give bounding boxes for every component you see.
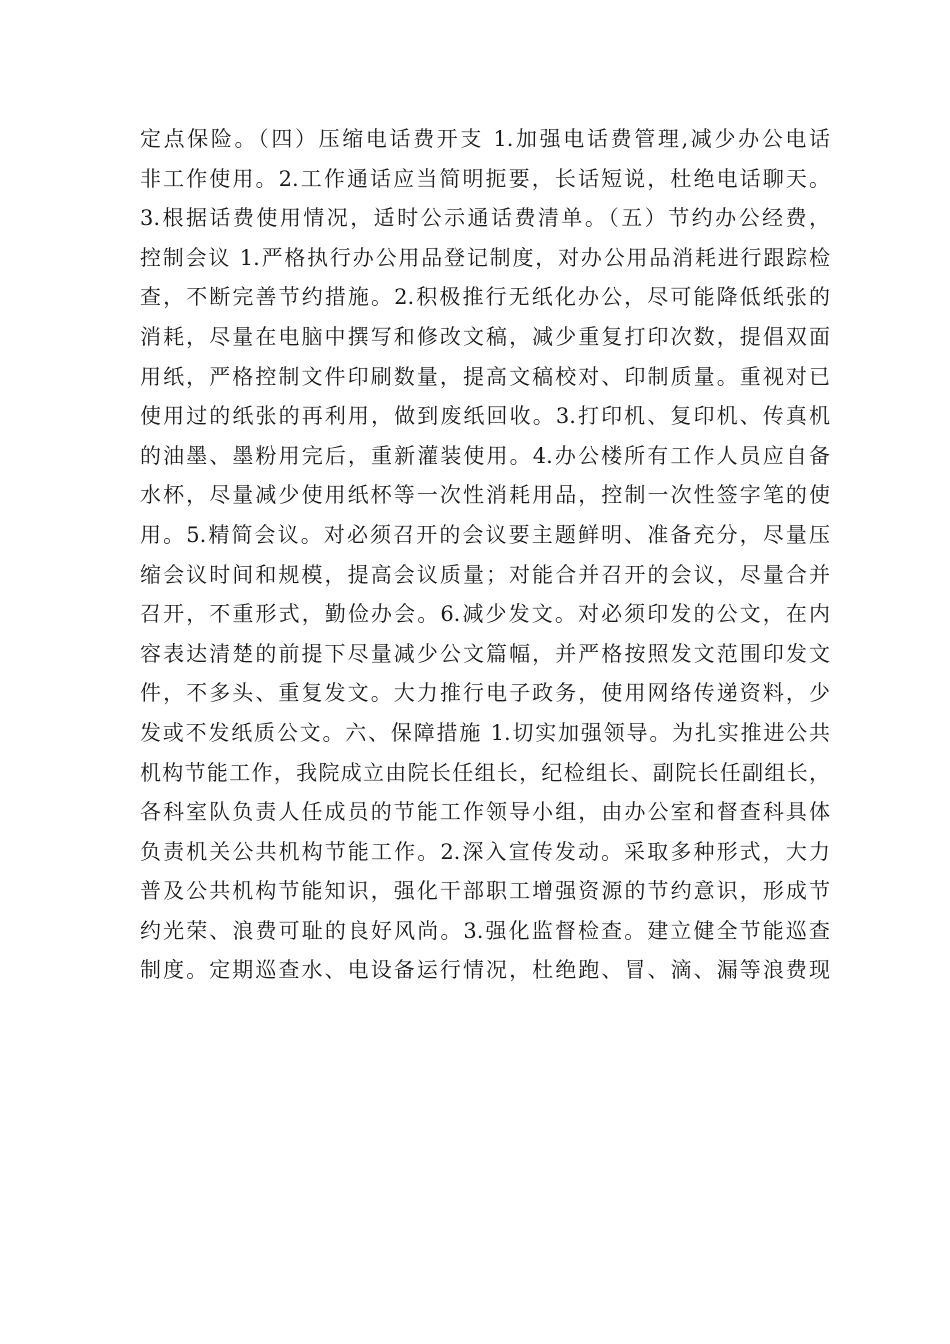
text-line-20: 普及公共机构节能知识，强化干部职工增强资源的节约意识，形成节: [140, 879, 830, 904]
text-line-7: 用纸，严格控制文件印刷数量，提高文稿校对、印制质量。重视对已: [140, 364, 830, 389]
text-line-6: 消耗，尽量在电脑中撰写和修改文稿，减少重复打印次数，提倡双面: [140, 324, 830, 349]
text-line-2: 非工作使用。2.工作通话应当简明扼要，长话短说，杜绝电话聊天。: [140, 166, 830, 191]
text-line-22: 制度。定期巡查水、电设备运行情况，杜绝跑、冒、滴、漏等浪费现: [140, 958, 830, 983]
text-line-18: 各科室队负责人任成员的节能工作领导小组，由办公室和督查科具体: [140, 800, 830, 825]
text-line-3: 3.根据话费使用情况，适时公示通话费清单。（五）节约办公经费，: [140, 206, 830, 231]
body-text: [140, 120, 830, 991]
text-line-13: 召开，不重形式，勤俭办会。6.减少发文。对必须印发的公文，在内: [140, 602, 830, 627]
text-line-17: 机构节能工作，我院成立由院长任组长，纪检组长、副院长任副组长，: [140, 760, 830, 785]
text-line-15: 件，不多头、重复发文。大力推行电子政务，使用网络传递资料，少: [140, 681, 830, 706]
text-line-16: 发或不发纸质公文。六、保障措施 1.切实加强领导。为扎实推进公共: [140, 720, 830, 745]
text-line-19: 负责机关公共机构节能工作。2.深入宣传发动。采取多种形式，大力: [140, 839, 830, 864]
text-line-14: 容表达清楚的前提下尽量减少公文篇幅，并严格按照发文范围印发文: [140, 641, 830, 666]
text-line-12: 缩会议时间和规模，提高会议质量；对能合并召开的会议，尽量合并: [140, 562, 830, 587]
text-line-10: 水杯，尽量减少使用纸杯等一次性消耗用品，控制一次性签字笔的使: [140, 483, 830, 508]
text-line-11: 用。5.精简会议。对必须召开的会议要主题鲜明、准备充分，尽量压: [140, 522, 830, 547]
text-line-9: 的油墨、墨粉用完后，重新灌装使用。4.办公楼所有工作人员应自备: [140, 443, 830, 468]
text-line-1: 定点保险。（四）压缩电话费开支 1.加强电话费管理,减少办公电话: [140, 127, 830, 151]
text-line-8: 使用过的纸张的再利用，做到废纸回收。3.打印机、复印机、传真机: [140, 404, 830, 429]
text-line-21: 约光荣、浪费可耻的良好风尚。3.强化监督检查。建立健全节能巡查: [140, 918, 830, 943]
text-line-5: 查，不断完善节约措施。2.积极推行无纸化办公，尽可能降低纸张的: [140, 285, 830, 310]
text-line-4: 控制会议 1.严格执行办公用品登记制度，对办公用品消耗进行跟踪检: [140, 245, 830, 270]
